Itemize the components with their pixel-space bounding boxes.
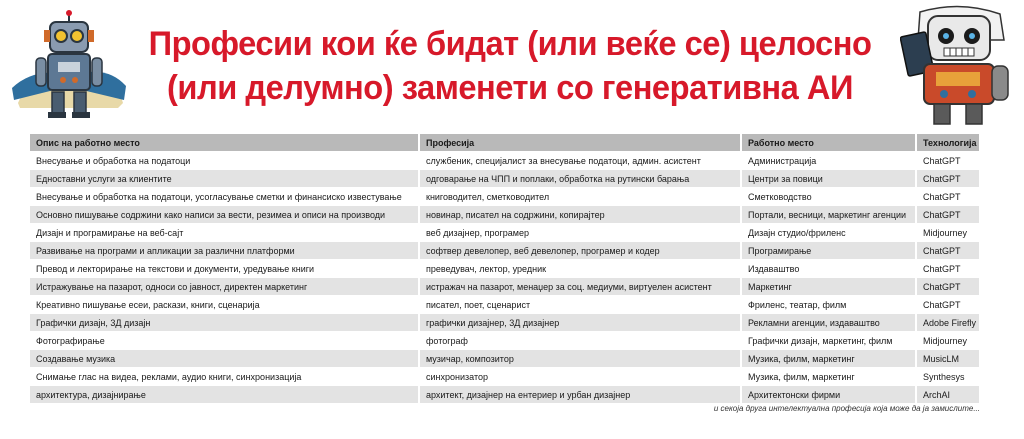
header-profession: Професија <box>419 134 741 152</box>
header-technology: Технологија <box>916 134 980 152</box>
cell-workplace: Портали, весници, маркетинг агенции <box>741 206 916 224</box>
cell-profession: книговодител, сметководител <box>419 188 741 206</box>
cell-description: Создавање музика <box>30 350 419 368</box>
cell-profession: новинар, писател на содржини, копирајтер <box>419 206 741 224</box>
header-description: Опис на работно место <box>30 134 419 152</box>
cell-description: Внесување и обработка на податоци, усогласување сметки и финансиско известување <box>30 188 419 206</box>
table-row <box>30 170 980 188</box>
table-row <box>30 278 980 296</box>
title-line-1: Професии кои ќе бидат (или веќе се) целосно <box>148 25 872 63</box>
cell-technology: ChatGPT <box>916 278 980 296</box>
cell-workplace: Издаваштво <box>741 260 916 278</box>
cell-profession: преведувач, лектор, уредник <box>419 260 741 278</box>
cell-description: Развивање на програми и апликации за различни платформи <box>30 242 419 260</box>
cell-description: Креативно пишување есеи, раскази, книги, сценарија <box>30 296 419 314</box>
table-row <box>30 224 980 242</box>
cell-workplace: Маркетинг <box>741 278 916 296</box>
cell-technology: Synthesys <box>916 368 980 386</box>
cell-profession: писател, поет, сценарист <box>419 296 741 314</box>
table-row <box>30 260 980 278</box>
page-title <box>136 22 885 110</box>
cell-workplace: Програмирање <box>741 242 916 260</box>
table-row <box>30 242 980 260</box>
cell-description: Дизајн и програмирање на веб-сајт <box>30 224 419 242</box>
cell-technology: Midjourney <box>916 332 980 350</box>
robot-left-illustration <box>8 8 128 126</box>
cell-technology: ChatGPT <box>916 170 980 188</box>
table-row <box>30 386 980 404</box>
table-row <box>30 350 980 368</box>
table-row <box>30 206 980 224</box>
table-row <box>30 332 980 350</box>
cell-technology: ChatGPT <box>916 206 980 224</box>
cell-description: Едноставни услуги за клиентите <box>30 170 419 188</box>
cell-profession: софтвер девелопер, веб девелопер, програмер и кодер <box>419 242 741 260</box>
cell-technology: ChatGPT <box>916 242 980 260</box>
cell-profession: архитект, дизајнер на ентериер и урбан дизајнер <box>419 386 741 404</box>
cell-profession: одговарање на ЧПП и поплаки, обработка на рутински барања <box>419 170 741 188</box>
cell-workplace: Архитектонски фирми <box>741 386 916 404</box>
cell-technology: Adobe Firefly <box>916 314 980 332</box>
cell-profession: синхронизатор <box>419 368 741 386</box>
cell-profession: истражач на пазарот, менаџер за соц. медиуми, виртуелен асистент <box>419 278 741 296</box>
cell-profession: веб дизајнер, програмер <box>419 224 741 242</box>
title-line-2: (или делумно) заменети со генеративна АИ <box>166 69 853 107</box>
table-row <box>30 296 980 314</box>
cell-technology: ChatGPT <box>916 188 980 206</box>
cell-profession: музичар, композитор <box>419 350 741 368</box>
table-row <box>30 314 980 332</box>
header-workplace: Работно место <box>741 134 916 152</box>
cell-profession: службеник, специјалист за внесување податоци, админ. асистент <box>419 152 741 170</box>
footnote: и секоја друга интелектуална професија која може да ја замислите... <box>713 404 980 413</box>
cell-workplace: Рекламни агенции, издаваштво <box>741 314 916 332</box>
professions-table <box>30 134 981 404</box>
cell-workplace: Сметководство <box>741 188 916 206</box>
cell-technology: Midjourney <box>916 224 980 242</box>
cell-workplace: Администрација <box>741 152 916 170</box>
cell-workplace: Музика, филм, маркетинг <box>741 368 916 386</box>
cell-workplace: Дизајн студио/фриленс <box>741 224 916 242</box>
cell-technology: MusicLM <box>916 350 980 368</box>
cell-description: Графички дизајн, 3Д дизајн <box>30 314 419 332</box>
cell-workplace: Графички дизајн, маркетинг, филм <box>741 332 916 350</box>
cell-description: Фотографирање <box>30 332 419 350</box>
table-row <box>30 368 980 386</box>
cell-technology: ChatGPT <box>916 296 980 314</box>
cell-description: Внесување и обработка на податоци <box>30 152 419 170</box>
table-row <box>30 188 980 206</box>
cell-workplace: Музика, филм, маркетинг <box>741 350 916 368</box>
table-row <box>30 152 980 170</box>
cell-technology: ArchAI <box>916 386 980 404</box>
cell-profession: фотограф <box>419 332 741 350</box>
table-header-row <box>30 134 980 152</box>
cell-description: Истражување на пазарот, односи со јавност, директен маркетинг <box>30 278 419 296</box>
cell-description: Снимање глас на видеа, реклами, аудио книги, синхронизација <box>30 368 419 386</box>
cell-description: архитектура, дизајнирање <box>30 386 419 404</box>
cell-technology: ChatGPT <box>916 260 980 278</box>
cell-workplace: Фриленс, театар, филм <box>741 296 916 314</box>
cell-technology: ChatGPT <box>916 152 980 170</box>
cell-profession: графички дизајнер, 3Д дизајнер <box>419 314 741 332</box>
cell-workplace: Центри за повици <box>741 170 916 188</box>
robot-right-illustration <box>900 4 1018 126</box>
cell-description: Основно пишување содржини како написи за вести, резимеа и описи на производи <box>30 206 419 224</box>
cell-description: Превод и лекторирање на текстови и документи, уредување книги <box>30 260 419 278</box>
